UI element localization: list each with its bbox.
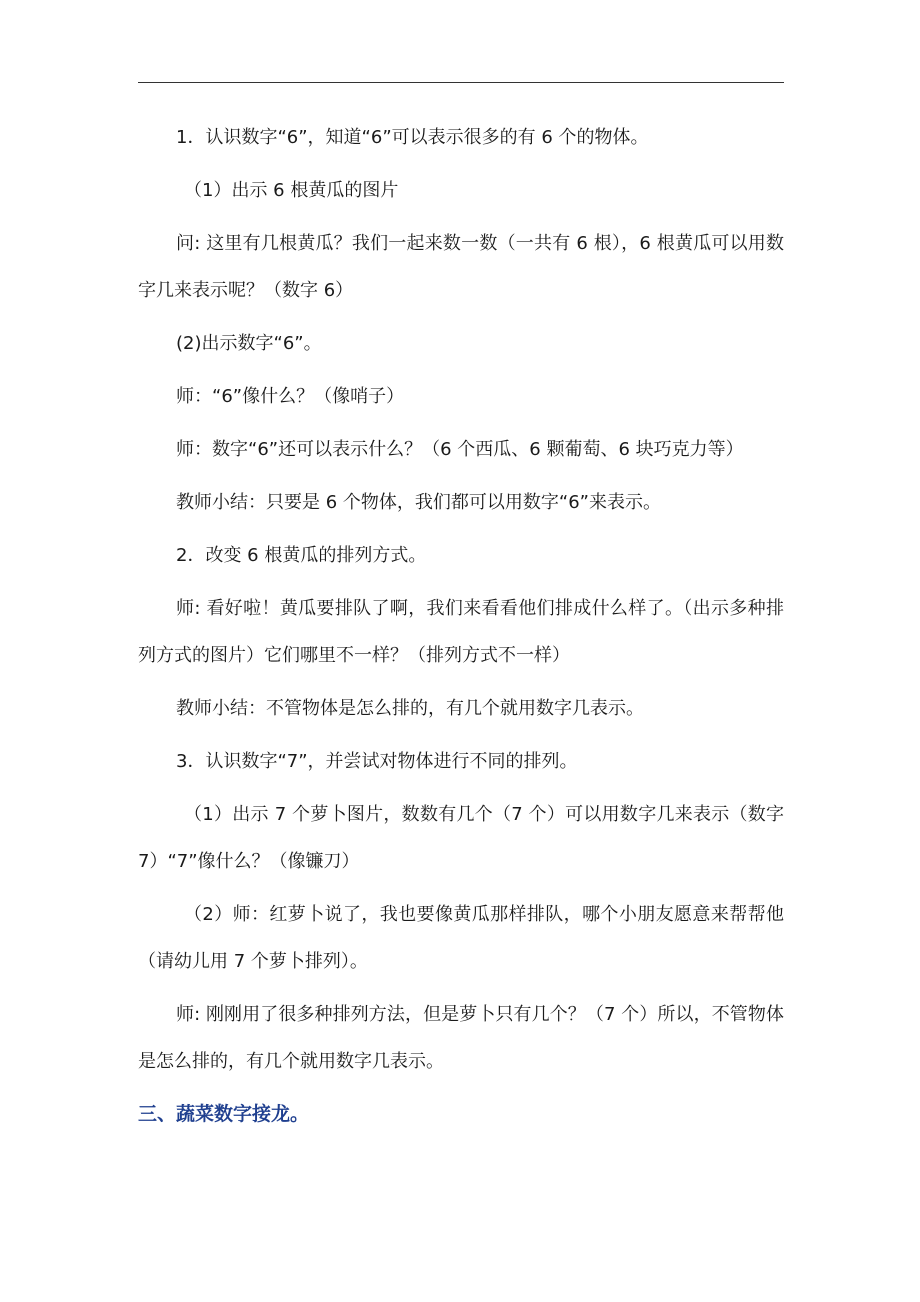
- paragraph-recognize-7: 3．认识数字“7”，并尝试对物体进行不同的排列。: [176, 751, 578, 772]
- paragraph-question-count: 问: 这里有几根黄瓜？我们一起来数一数（一共有 6 根），6 根黄瓜可以用数字几来表示呢？（数字 6）: [138, 233, 784, 301]
- section-heading: 三、蔬菜数字接龙。: [138, 1103, 310, 1125]
- paragraph-6-represents: 师：数字“6”还可以表示什么？（6 个西瓜、6 颗葡萄、6 块巧克力等）: [176, 439, 744, 460]
- paragraph-show-digit-6: (2)出示数字“6”。: [176, 333, 322, 354]
- paragraph-show-radishes: （1）出示 7 个萝卜图片，数数有几个（7 个）可以用数字几来表示（数字 7）“7”像什么？（像镰刀）: [138, 804, 784, 872]
- paragraph-recognize-6: 1．认识数字“6”，知道“6”可以表示很多的有 6 个的物体。: [176, 127, 649, 148]
- paragraph-6-looks-like: 师：“6”像什么？（像哨子）: [176, 386, 405, 407]
- paragraph-cucumbers-line-up: 师: 看好啦！黄瓜要排队了啊，我们来看看他们排成什么样了。（出示多种排列方式的图片）它们哪里不一样？（排列方式不一样）: [138, 598, 784, 666]
- paragraph-radish-line-up: （2）师：红萝卜说了，我也要像黄瓜那样排队，哪个小朋友愿意来帮帮他（请幼儿用 7 个萝卜排列）。: [138, 904, 784, 972]
- paragraph-change-arrangement: 2．改变 6 根黄瓜的排列方式。: [176, 545, 427, 566]
- paragraph-summary-3: 师: 刚刚用了很多种排列方法，但是萝卜只有几个？（7 个）所以，不管物体是怎么排的，有几个就用数字几表示。: [138, 1004, 784, 1072]
- paragraph-summary-1: 教师小结：只要是 6 个物体，我们都可以用数字“6”来表示。: [176, 492, 661, 513]
- paragraph-show-cucumbers: （1）出示 6 根黄瓜的图片: [184, 180, 399, 201]
- paragraph-summary-2: 教师小结：不管物体是怎么排的，有几个就用数字几表示。: [176, 698, 644, 719]
- document-body: [138, 114, 784, 1138]
- header-rule: [138, 82, 784, 83]
